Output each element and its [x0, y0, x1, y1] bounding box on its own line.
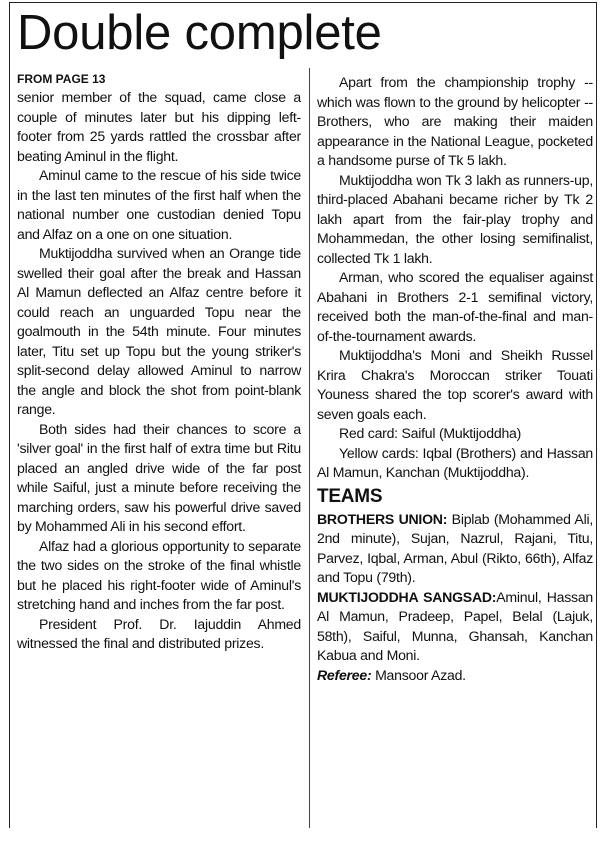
- right-column: [317, 73, 593, 685]
- top-border: [9, 2, 597, 3]
- referee-name: Mansoor Azad.: [371, 666, 466, 683]
- team-lineup-brothers: [317, 510, 593, 588]
- paragraph: Aminul came to the rescue of his side twice in the last ten minutes of the first half when the national number one custodian denied Topu and Alfaz on a one on one situation.: [17, 167, 301, 242]
- red-card-line: Red card: Saiful (Muktijoddha): [339, 425, 522, 441]
- headline: Double complete: [17, 6, 382, 60]
- paragraph: President Prof. Dr. Iajuddin Ahmed witnessed the final and distributed prizes.: [17, 615, 301, 651]
- yellow-cards-line: Yellow cards: Iqbal (Brothers) and Hassan Al Mamun, Kanchan (Muktijoddha).: [317, 444, 593, 480]
- paragraph: Muktijoddha won Tk 3 lakh as runners-up, third-placed Abahani became richer by Tk 2 lakh apart from the fair-play trophy and Mohammedan, the other losing semifinalist, collected Tk 1 lakh.: [317, 171, 593, 266]
- paragraph: Muktijoddha's Moni and Sheikh Russel Krira Chakra's Moroccan striker Touati Youness shared the top scorer's award with seven goals each.: [317, 347, 593, 422]
- left-border: [9, 2, 10, 828]
- from-page-label: FROM PAGE 13: [17, 72, 106, 86]
- column-divider: [309, 68, 310, 828]
- referee-label: Referee:: [317, 666, 372, 683]
- team-players: Biplab (Mohammed Ali, 2nd minute), Sujan, Nazrul, Rajani, Titu, Parvez, Iqbal, Arman, Abul (Rikto, 66th), Alfaz and Topu (79th).: [317, 510, 593, 585]
- right-border: [596, 2, 597, 828]
- team-label: BROTHERS UNION:: [317, 510, 448, 527]
- referee-line: [317, 666, 593, 686]
- paragraph: Arman, who scored the equaliser against Abahani in Brothers 2-1 semifinal victory, received both the man-of-the-final and man-of-the-tournament awards.: [317, 269, 593, 344]
- team-label: MUKTIJODDHA SANGSAD:: [317, 588, 497, 605]
- paragraph: Muktijoddha survived when an Orange tide swelled their goal after the break and Hassan Al Mamun deflected an Alfaz centre before it could reach an unguarded Topu near the goalmouth in the 54th minute. Four minutes later, Titu set up Topu but the young striker's split-second delay allowed Aminul to narrow the angle and block the shot from point-blank range.: [17, 245, 301, 417]
- paragraph: senior member of the squad, came close a couple of minutes later but his dipping left-footer from 25 yards rattled the crossbar after beating Aminul in the flight.: [17, 89, 301, 164]
- team-lineup-muktijoddha: [317, 588, 593, 666]
- paragraph: Apart from the championship trophy -- which was flown to the ground by helicopter -- Brothers, who are making their maiden appearance in the National League, pocketed a handsome purse of Tk 5 lakh.: [317, 74, 593, 168]
- paragraph: Both sides had their chances to score a 'silver goal' in the first half of extra time but Ritu placed an angled drive wide of the far post while Saiful, just a minute before receiving the marching orders, saw his powerful drive saved by Mohammed Ali in his second effort.: [17, 420, 301, 534]
- team-players: Aminul, Hassan Al Mamun, Pradeep, Papel, Belal (Lajuk, 58th), Saiful, Munna, Ghansah, Kanchan Kabua and Moni.: [317, 588, 593, 663]
- paragraph: Alfaz had a glorious opportunity to separate the two sides on the stroke of the final whistle but he placed his right-footer wide of Aminul's stretching hand and inches from the far post.: [17, 537, 301, 612]
- teams-heading: TEAMS: [317, 485, 383, 507]
- left-column: [17, 71, 301, 654]
